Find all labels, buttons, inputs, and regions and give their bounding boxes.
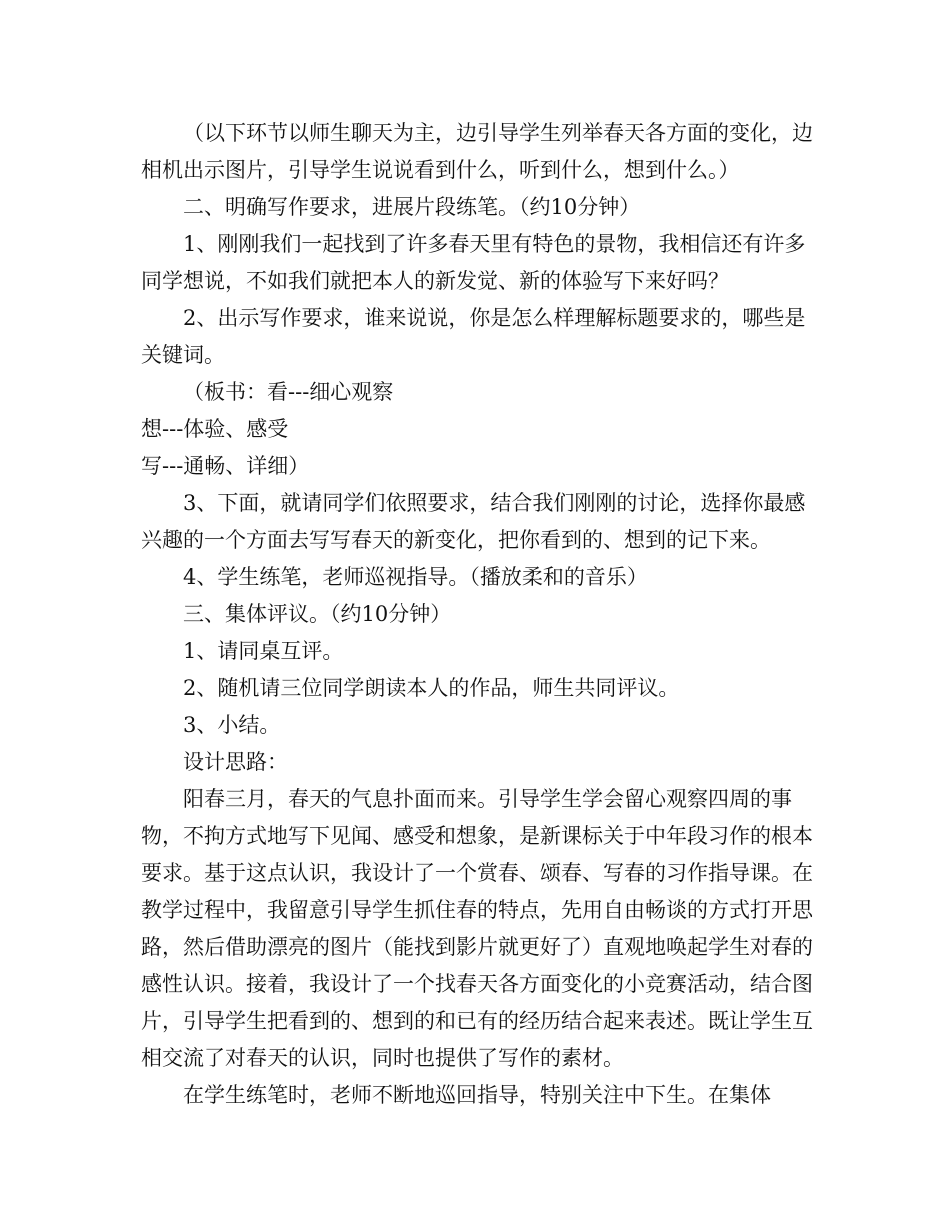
paragraph-step-1: 1、刚刚我们一起找到了许多春天里有特色的景物，我相信还有许多同学想说，不如我们就把本人的新发觉、新的体验写下来好吗？ xyxy=(141,232,806,293)
board-note-look: （板书：看---细心观察 xyxy=(183,380,394,404)
paragraph-step-4: 4、学生练笔，老师巡视指导。（播放柔和的音乐） xyxy=(183,565,648,589)
document-body xyxy=(141,115,813,1114)
paragraph-step-2: 2、出示写作要求，谁来说说，你是怎么样理解标题要求的，哪些是关键词。 xyxy=(141,306,806,367)
board-note-think: 想---体验、感受 xyxy=(141,417,289,441)
board-note-write: 写---通畅、详细） xyxy=(141,454,310,478)
paragraph-intro-note: （以下环节以师生聊天为主，边引导学生列举春天各方面的变化，边相机出示图片，引导学生说说看到什么，听到什么，想到什么。） xyxy=(141,121,813,182)
paragraph-review-2: 2、随机请三位同学朗读本人的作品，师生共同评议。 xyxy=(183,676,680,700)
section-heading-writing-requirements: 二、明确写作要求，进展片段练笔。（约10分钟） xyxy=(183,195,641,219)
paragraph-design-continued: 在学生练笔时，老师不断地巡回指导，特别关注中下生。在集体 xyxy=(183,1083,771,1107)
section-heading-design-idea: 设计思路： xyxy=(183,750,288,774)
paragraph-review-3: 3、小结。 xyxy=(183,713,281,737)
paragraph-design-body: 阳春三月，春天的气息扑面而来。引导学生学会留心观察四周的事物，不拘方式地写下见闻、感受和想象，是新课标关于中年段习作的根本要求。基于这点认识，我设计了一个赏春、颂春、写春的习作指导课。在教学过程中，我留意引导学生抓住春的特点，先用自由畅谈的方式打开思路，然后借助漂亮的图片（能找到影片就更好了）直观地唤起学生对春的感性认识。接着，我设计了一个找春天各方面变化的小竞赛活动，结合图片，引导学生把看到的、想到的和已有的经历结合起来表述。既让学生互相交流了对春天的认识，同时也提供了写作的素材。 xyxy=(141,787,813,1070)
section-heading-group-review: 三、集体评议。（约10分钟） xyxy=(183,602,452,626)
paragraph-review-1: 1、请同桌互评。 xyxy=(183,639,344,663)
paragraph-step-3: 3、下面，就请同学们依照要求，结合我们刚刚的讨论，选择你最感兴趣的一个方面去写写春天的新变化，把你看到的、想到的记下来。 xyxy=(141,491,806,552)
